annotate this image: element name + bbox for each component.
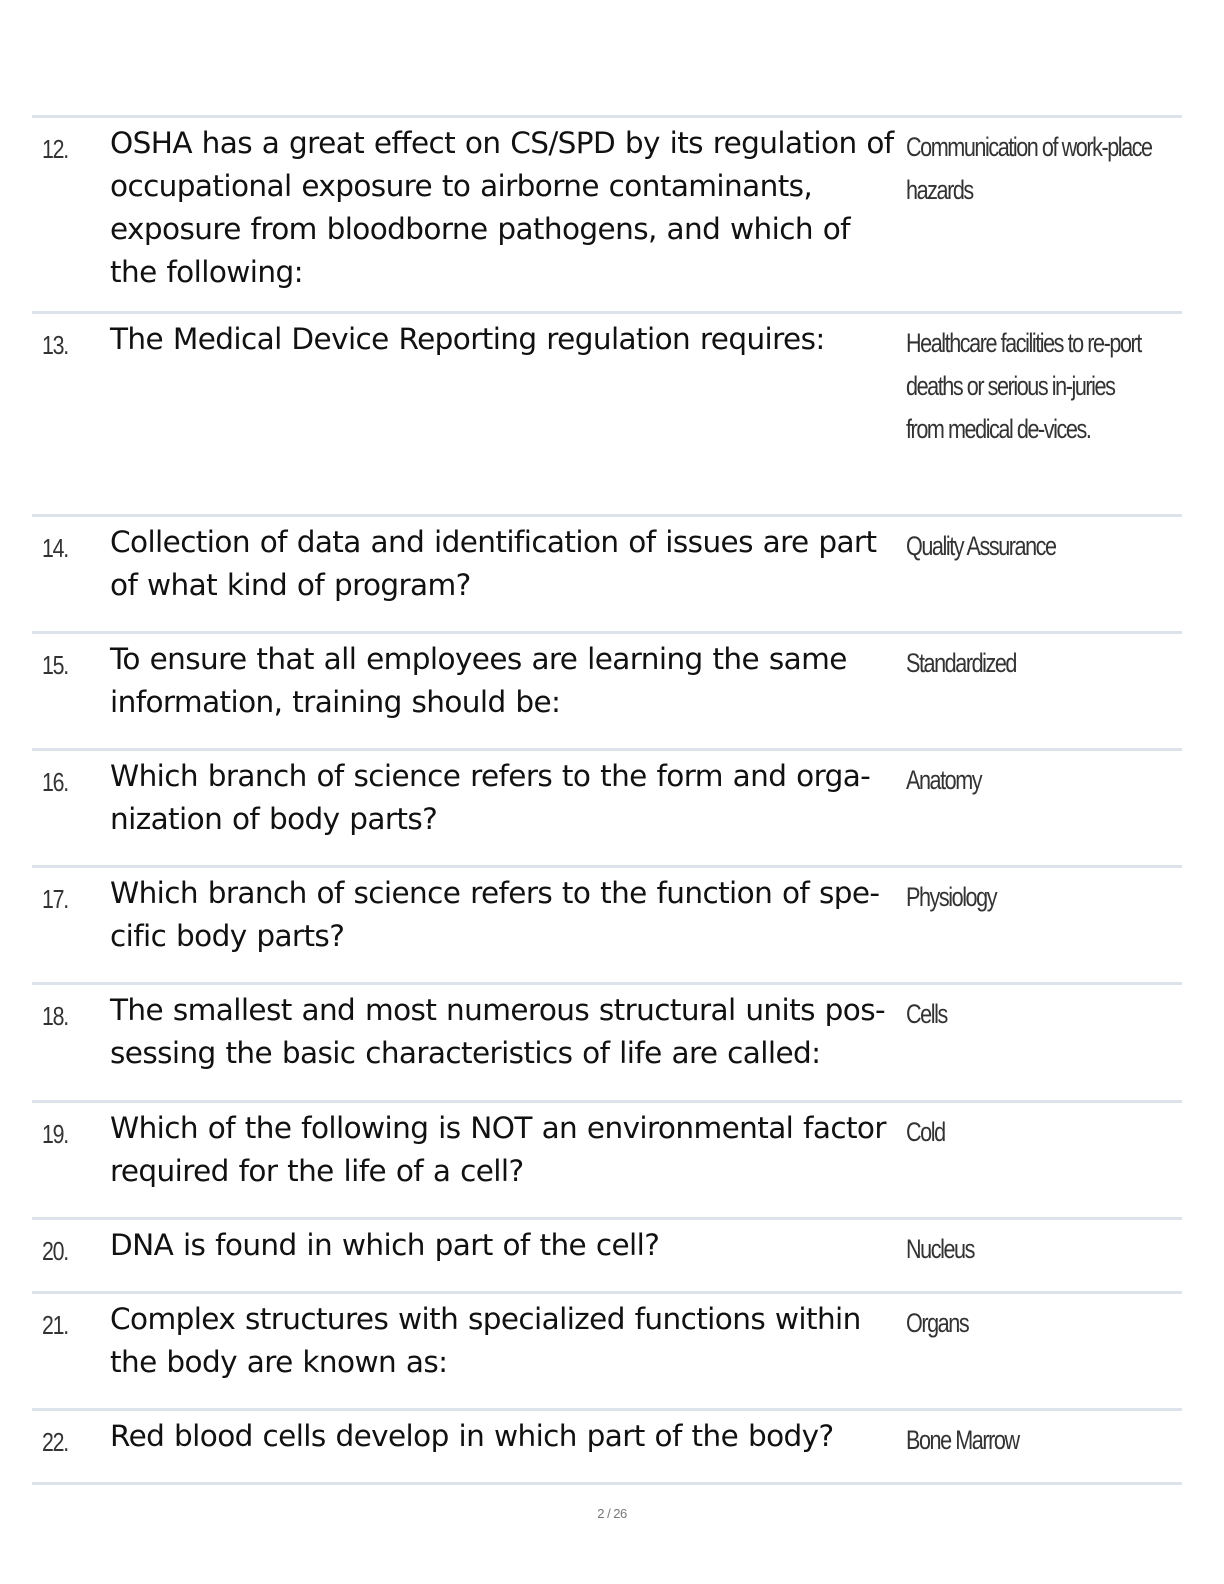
question-text: Complex structures with specialized functions within the body are known as: <box>110 1302 861 1379</box>
qa-row <box>32 118 1182 314</box>
question-answer-list <box>32 115 1182 1485</box>
question-text: The smallest and most numerous structural units pos-sessing the basic characteristics of life are called: <box>110 993 886 1070</box>
answer-text: Cells <box>906 999 947 1029</box>
answer-text: Organs <box>906 1308 969 1338</box>
question-number: 21. <box>42 1310 68 1340</box>
question-number: 16. <box>42 767 68 797</box>
question-number: 22. <box>42 1427 68 1457</box>
answer-text: Healthcare facilities to re-port deaths or serious in-juries from medical de-vices. <box>906 328 1141 444</box>
answer-text: Nucleus <box>906 1234 974 1264</box>
qa-row <box>32 1220 1182 1294</box>
question-number: 12. <box>42 134 68 164</box>
question-text: Which branch of science refers to the function of spe-cific body parts? <box>110 876 880 953</box>
answer-text: Quality Assurance <box>906 531 1056 561</box>
answer-text: Standardized <box>906 648 1017 678</box>
question-text: To ensure that all employees are learning the same information, training should be: <box>110 642 847 719</box>
question-number: 17. <box>42 884 68 914</box>
question-text: Red blood cells develop in which part of the body? <box>110 1419 834 1453</box>
qa-row <box>32 868 1182 985</box>
question-text: DNA is found in which part of the cell? <box>110 1228 660 1262</box>
answer-text: Anatomy <box>906 765 982 795</box>
question-text: Which branch of science refers to the form and orga-nization of body parts? <box>110 759 871 836</box>
qa-row <box>32 1411 1182 1485</box>
question-number: 19. <box>42 1119 68 1149</box>
question-text: Which of the following is NOT an environmental factor required for the life of a cell? <box>110 1111 886 1188</box>
qa-row <box>32 1103 1182 1220</box>
qa-row <box>32 634 1182 751</box>
answer-text: Communication of work-place hazards <box>906 132 1152 205</box>
question-text: OSHA has a great effect on CS/SPD by its regulation of occupational exposure to airborne contaminants, exposure from bloodborne pathogens, and which of the following: <box>110 126 894 289</box>
question-number: 14. <box>42 533 68 563</box>
page-indicator: 2 / 26 <box>597 1506 627 1521</box>
qa-row <box>32 1294 1182 1411</box>
question-number: 20. <box>42 1236 68 1266</box>
qa-row <box>32 314 1182 517</box>
qa-row <box>32 517 1182 634</box>
answer-text: Bone Marrow <box>906 1425 1019 1455</box>
question-text: The Medical Device Reporting regulation requires: <box>110 322 825 356</box>
answer-text: Cold <box>906 1117 945 1147</box>
question-number: 15. <box>42 650 68 680</box>
qa-row <box>32 751 1182 868</box>
answer-text: Physiology <box>906 882 997 912</box>
question-text: Collection of data and identification of issues are part of what kind of program? <box>110 525 877 602</box>
qa-row <box>32 985 1182 1103</box>
question-number: 13. <box>42 330 68 360</box>
question-number: 18. <box>42 1001 68 1031</box>
